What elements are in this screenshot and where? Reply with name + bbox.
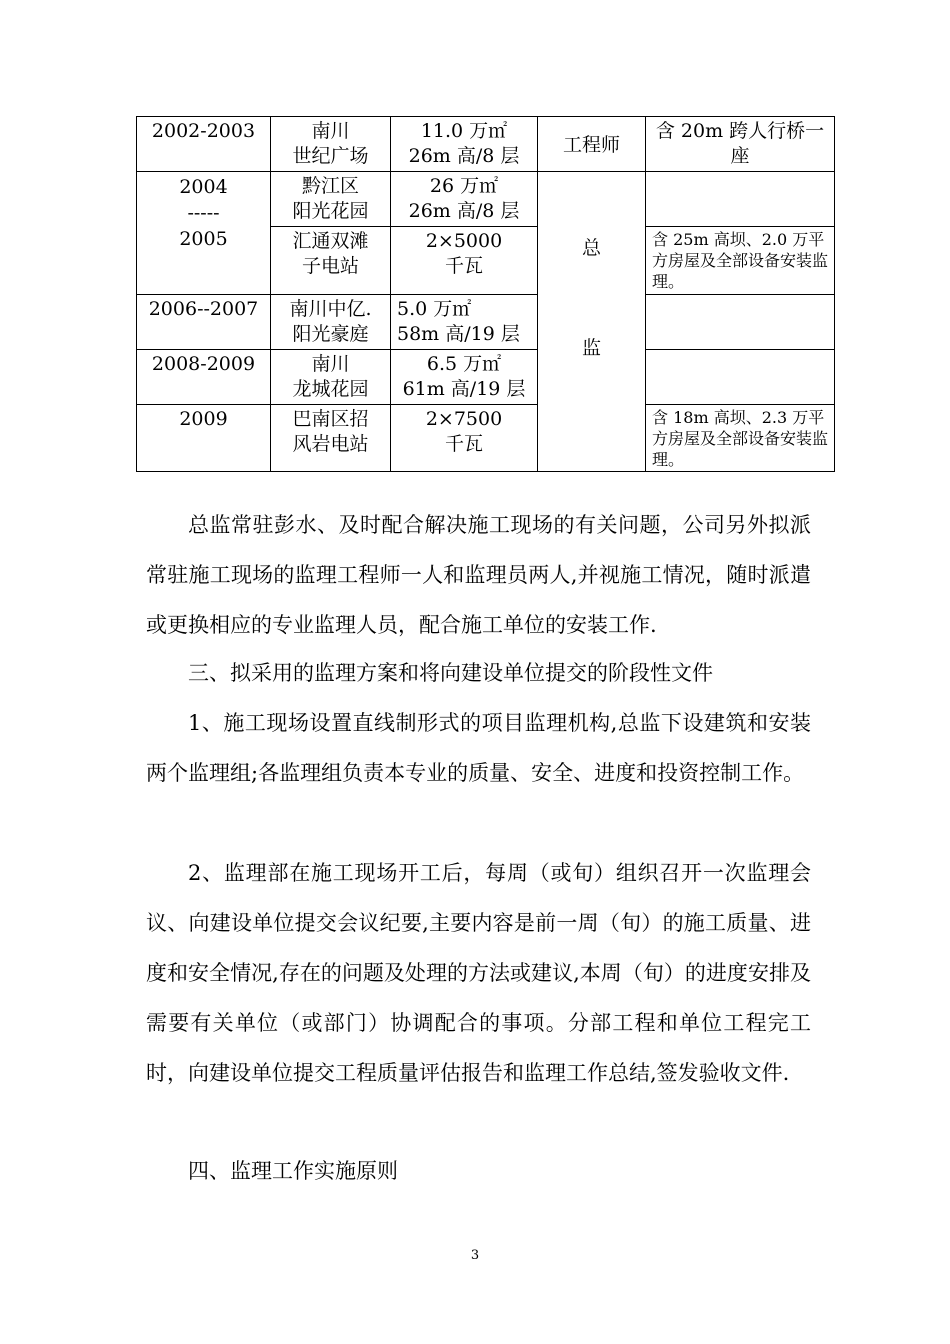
paragraph-staffing: 总监常驻彭水、及时配合解决施工现场的有关问题，公司另外拟派常驻施工现场的监理工程师一人和监理员两人,并视施工情况，随时派遣或更换相应的专业监理人员，配合施工单位的安装工作.	[146, 513, 811, 637]
year-cell: 2009	[137, 405, 271, 472]
project-name-cell: 南川 世纪广场	[271, 117, 391, 172]
project-name-cell: 南川 龙城花园	[271, 350, 391, 405]
role-chief-char-2: 监	[581, 337, 601, 359]
role-chief-char-1: 总	[581, 237, 601, 259]
year-cell: 2002-2003	[137, 117, 271, 172]
year-cell: 2008-2009	[137, 350, 271, 405]
table-row	[137, 350, 835, 405]
project-name-cell: 巴南区招 风岩电站	[271, 405, 391, 472]
role-cell-chief	[538, 172, 646, 472]
year-cell: 2004 ----- 2005	[137, 172, 271, 295]
project-name-cell: 汇通双滩 子电站	[271, 227, 391, 295]
scale-cell: 2×5000 千瓦	[391, 227, 538, 295]
note-cell: 含 25m 高坝、2.0 万平方房屋及全部设备安装监理。	[646, 227, 835, 295]
section-heading-3: 三、拟采用的监理方案和将向建设单位提交的阶段性文件	[188, 661, 713, 685]
project-name-cell: 南川中亿. 阳光豪庭	[271, 295, 391, 350]
scale-cell: 2×7500 千瓦	[391, 405, 538, 472]
project-table	[136, 116, 835, 472]
role-cell-engineer: 工程师	[538, 117, 646, 172]
note-cell	[646, 295, 835, 350]
year-cell: 2006--2007	[137, 295, 271, 350]
note-cell: 含 18m 高坝、2.3 万平方房屋及全部设备安装监理。	[646, 405, 835, 472]
scale-cell: 5.0 万㎡ 58m 高/19 层	[391, 295, 538, 350]
table-row	[137, 295, 835, 350]
table-row	[137, 405, 835, 472]
note-cell	[646, 350, 835, 405]
section-heading-4: 四、监理工作实施原则	[188, 1159, 398, 1183]
note-cell	[646, 172, 835, 227]
project-name-cell: 黔江区 阳光花园	[271, 172, 391, 227]
page-number: 3	[470, 1248, 480, 1263]
scale-cell: 26 万㎡ 26m 高/8 层	[391, 172, 538, 227]
scale-cell: 11.0 万㎡ 26m 高/8 层	[391, 117, 538, 172]
note-cell: 含 20m 跨人行桥一座	[646, 117, 835, 172]
paragraph-organization: 1、施工现场设置直线制形式的项目监理机构,总监下设建筑和安装两个监理组;各监理组负责本专业的质量、安全、进度和投资控制工作。	[146, 711, 811, 785]
scale-cell: 6.5 万㎡ 61m 高/19 层	[391, 350, 538, 405]
table-row	[137, 117, 835, 172]
paragraph-meetings: 2、监理部在施工现场开工后，每周（或旬）组织召开一次监理会议、向建设单位提交会议纪要,主要内容是前一周（旬）的施工质量、进度和安全情况,存在的问题及处理的方法或建议,本周（旬）的进度安排及需要有关单位（或部门）协调配合的事项。分部工程和单位工程完工时，向建设单位提交工程质量评估报告和监理工作总结,签发验收文件.	[146, 861, 811, 1085]
table-row	[137, 172, 835, 227]
